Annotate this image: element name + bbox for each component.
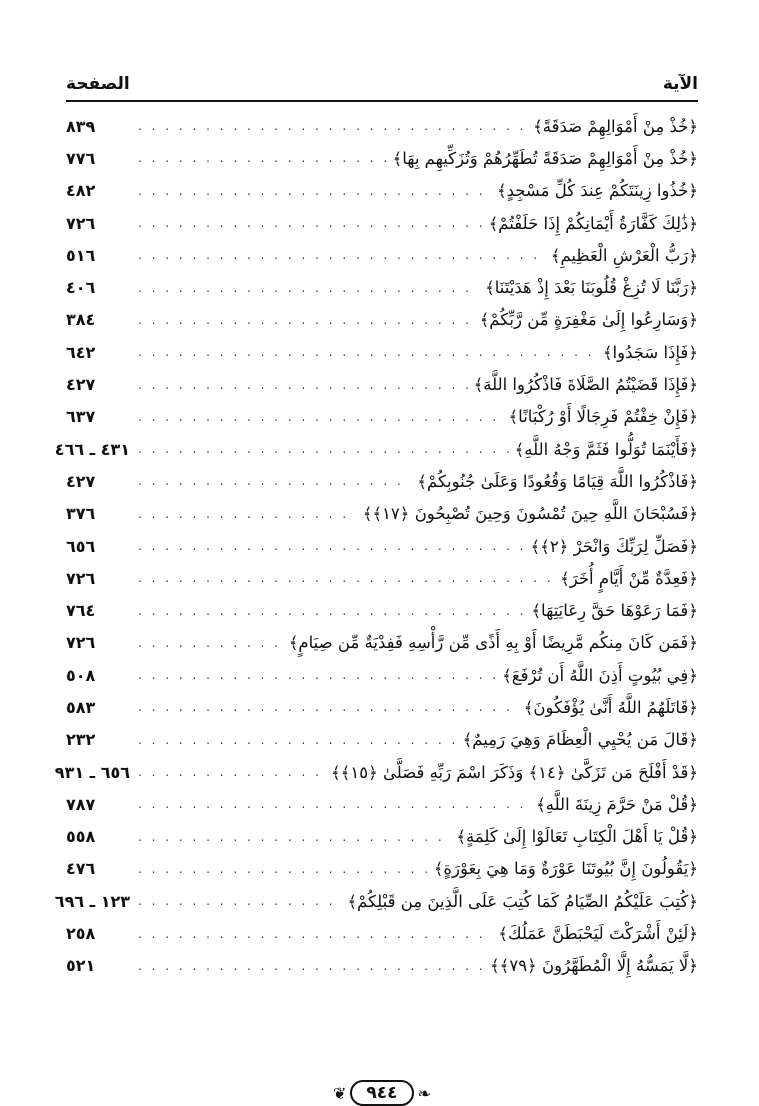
dot-leader — [138, 248, 545, 262]
ayah-text: ﴿فَإِنْ خِفْتُمْ فَرِجَالًا أَوْ رُكْبَانًا﴾ — [508, 407, 698, 427]
table-row — [66, 175, 698, 207]
dot-leader — [138, 378, 468, 392]
table-row — [54, 885, 698, 917]
page-reference: ٣٨٤ — [66, 310, 96, 330]
ayah-text: ﴿قَدْ أَفْلَحَ مَن تَزَكَّىٰ ﴿١٤﴾ وَذَكَرَ اسْمَ رَبِّهِ فَصَلَّىٰ ﴿١٥﴾﴾ — [330, 762, 698, 782]
table-row — [66, 950, 698, 982]
table-header — [66, 70, 698, 102]
ayah-text: ﴿رَبَّنَا لَا تُزِغْ قُلُوبَنَا بَعْدَ إِذْ هَدَيْتَنَا﴾ — [485, 278, 698, 298]
page-reference: ٧٢٦ — [66, 213, 96, 233]
ayah-text: ﴿فَإِذَا قَضَيْتُمُ الصَّلَاةَ فَاذْكُرُوا اللَّهَ﴾ — [473, 375, 698, 395]
dot-leader — [138, 797, 530, 811]
ayah-text: ﴿فَسُبْحَانَ اللَّهِ حِينَ تُمْسُونَ وَحِينَ تُصْبِحُونَ ﴿١٧﴾﴾ — [362, 504, 698, 524]
page-reference: ٥٨٣ — [66, 697, 96, 717]
dot-leader — [138, 507, 357, 521]
ayah-text: ﴿لَئِنْ أَشْرَكْتَ لَيَحْبَطَنَّ عَمَلُكَ﴾ — [498, 924, 698, 944]
dot-leader — [138, 151, 387, 165]
page-reference: ٥٥٨ — [66, 827, 96, 847]
page-number: ٩٤٤ — [350, 1080, 413, 1106]
ayah-text: ﴿قُلْ مَنْ حَرَّمَ زِينَةَ اللَّهِ﴾ — [536, 794, 698, 814]
dot-leader — [138, 281, 479, 295]
page-reference: ٦٤٢ — [66, 342, 96, 362]
table-row — [66, 304, 698, 336]
page-reference: ٤٢٧ — [66, 471, 96, 491]
table-row — [66, 498, 698, 530]
dot-leader — [138, 894, 341, 908]
table-row — [54, 756, 698, 788]
ayah-text: ﴿فَأَيْنَمَا تُوَلُّوا فَثَمَّ وَجْهُ اللَّهِ﴾ — [514, 439, 698, 459]
table-row — [54, 433, 698, 465]
ayah-text: ﴿رَبُّ الْعَرْشِ الْعَظِيمِ﴾ — [550, 245, 698, 265]
table-row — [66, 724, 698, 756]
table-row — [66, 239, 698, 271]
dot-leader — [138, 927, 492, 941]
table-row — [66, 917, 698, 949]
page-footer — [66, 1080, 698, 1106]
ayah-text: ﴿فِي بُيُوتٍ أَذِنَ اللَّهُ أَن تُرْفَعَ﴾ — [502, 665, 698, 685]
page-reference: ٥٠٨ — [66, 665, 96, 685]
dot-leader — [138, 668, 496, 682]
table-row — [66, 788, 698, 820]
dot-leader — [138, 442, 509, 456]
dot-leader — [138, 119, 527, 133]
ayah-text: ﴿فَصَلِّ لِرَبِّكَ وَانْحَرْ ﴿٢﴾﴾ — [530, 536, 698, 556]
page-reference: ٤٣١ ـ ٤٦٦ — [54, 439, 130, 459]
page-reference: ٤٠٦ — [66, 278, 96, 298]
table-row — [66, 142, 698, 174]
dot-leader — [138, 474, 411, 488]
dot-leader — [138, 539, 524, 553]
ayah-text: ﴿خُذْ مِنْ أَمْوَالِهِمْ صَدَقَةً تُطَهِّرُهُمْ وَتُزَكِّيهِم بِهَا﴾ — [392, 148, 698, 168]
column-header-page: الصفحة — [66, 74, 130, 94]
dot-leader — [138, 636, 283, 650]
page-reference: ٧٨٧ — [66, 794, 96, 814]
page-reference: ٥١٦ — [66, 245, 96, 265]
table-row — [66, 821, 698, 853]
page-reference: ٤٢٧ — [66, 375, 96, 395]
dot-leader — [138, 571, 554, 585]
dot-leader — [138, 313, 474, 327]
ayah-text: ﴿خُذْ مِنْ أَمْوَالِهِمْ صَدَقَةً﴾ — [533, 116, 698, 136]
page-reference: ٢٣٢ — [66, 730, 96, 750]
ayah-text: ﴿قُلْ يَا أَهْلَ الْكِتَابِ تَعَالَوْا إِلَىٰ كَلِمَةٍ﴾ — [456, 827, 698, 847]
ayah-text: ﴿خُذُوا زِينَتَكُمْ عِندَ كُلِّ مَسْجِدٍ﴾ — [496, 181, 698, 201]
ayah-text: ﴿فَاذْكُرُوا اللَّهَ قِيَامًا وَقُعُودًا وَعَلَىٰ جُنُوبِكُمْ﴾ — [417, 471, 698, 491]
page-reference: ٢٥٨ — [66, 924, 96, 944]
page-reference: ٧٧٦ — [66, 148, 96, 168]
page-reference: ٦٥٦ ـ ٩٣١ — [54, 762, 130, 782]
column-header-ayah: الآية — [662, 74, 698, 94]
ayah-text: ﴿وَسَارِعُوا إِلَىٰ مَغْفِرَةٍ مِّن رَّبِّكُمْ﴾ — [479, 310, 698, 330]
page-reference: ٦٥٦ — [66, 536, 96, 556]
page-reference: ٧٢٦ — [66, 568, 96, 588]
table-row — [66, 627, 698, 659]
flourish-left-icon: ❦ — [333, 1083, 347, 1103]
ayah-text: ﴿يَقُولُونَ إِنَّ بُيُوتَنَا عَوْرَةٌ وَمَا هِيَ بِعَوْرَةٍ﴾ — [433, 859, 698, 879]
table-row — [66, 271, 698, 303]
ayah-text: ﴿قَاتَلَهُمُ اللَّهُ أَنَّىٰ يُؤْفَكُونَ﴾ — [523, 697, 698, 717]
ayah-text: ﴿فَمَن كَانَ مِنكُم مَّرِيضًا أَوْ بِهِ أَذًى مِّن رَّأْسِهِ فَفِدْيَةٌ مِّن صِيَامٍ﴾ — [288, 633, 698, 653]
dot-leader — [138, 959, 484, 973]
page-reference: ٧٦٤ — [66, 601, 96, 621]
table-row — [66, 594, 698, 626]
dot-leader — [138, 345, 597, 359]
flourish-right-icon: ❧ — [417, 1083, 431, 1103]
page-reference: ١٢٣ ـ ٦٩٦ — [54, 891, 130, 911]
table-row — [66, 530, 698, 562]
table-row — [66, 562, 698, 594]
page-reference: ٣٧٦ — [66, 504, 96, 524]
ayah-text: ﴿ذَٰلِكَ كَفَّارَةُ أَيْمَانِكُمْ إِذَا حَلَفْتُمْ﴾ — [488, 213, 698, 233]
dot-leader — [138, 216, 483, 230]
page-number-ornament — [333, 1080, 431, 1106]
table-row — [66, 368, 698, 400]
ayah-text: ﴿قَالَ مَن يُحْيِي الْعِظَامَ وَهِيَ رَمِيمٌ﴾ — [462, 730, 698, 750]
index-page — [54, 70, 698, 1103]
page-reference: ٨٣٩ — [66, 116, 96, 136]
ayah-text: ﴿فَعِدَّةٌ مِّنْ أَيَّامٍ أُخَرَ﴾ — [560, 568, 698, 588]
ayah-text: ﴿فَمَا رَعَوْهَا حَقَّ رِعَايَتِهَا﴾ — [531, 601, 698, 621]
ayah-text: ﴿كُتِبَ عَلَيْكُمُ الصِّيَامُ كَمَا كُتِبَ عَلَى الَّذِينَ مِن قَبْلِكُمْ﴾ — [347, 891, 698, 911]
dot-leader — [138, 765, 325, 779]
page-reference: ٥٢١ — [66, 956, 96, 976]
ayah-text: ﴿فَإِذَا سَجَدُوا﴾ — [602, 342, 698, 362]
table-row — [66, 401, 698, 433]
page-reference: ٦٣٧ — [66, 407, 96, 427]
table-row — [66, 465, 698, 497]
table-row — [66, 110, 698, 142]
table-row — [66, 853, 698, 885]
page-reference: ٤٨٢ — [66, 181, 96, 201]
table-row — [66, 659, 698, 691]
index-list — [54, 110, 698, 982]
page-reference: ٤٧٦ — [66, 859, 96, 879]
table-row — [66, 207, 698, 239]
dot-leader — [138, 700, 518, 714]
dot-leader — [138, 410, 503, 424]
dot-leader — [138, 733, 457, 747]
page-reference: ٧٢٦ — [66, 633, 96, 653]
ayah-text: ﴿لَّا يَمَسُّهُ إِلَّا الْمُطَهَّرُونَ ﴿٧٩﴾﴾ — [490, 956, 698, 976]
table-row — [66, 691, 698, 723]
table-row — [66, 336, 698, 368]
dot-leader — [138, 604, 525, 618]
dot-leader — [138, 830, 450, 844]
dot-leader — [138, 862, 428, 876]
dot-leader — [138, 184, 491, 198]
